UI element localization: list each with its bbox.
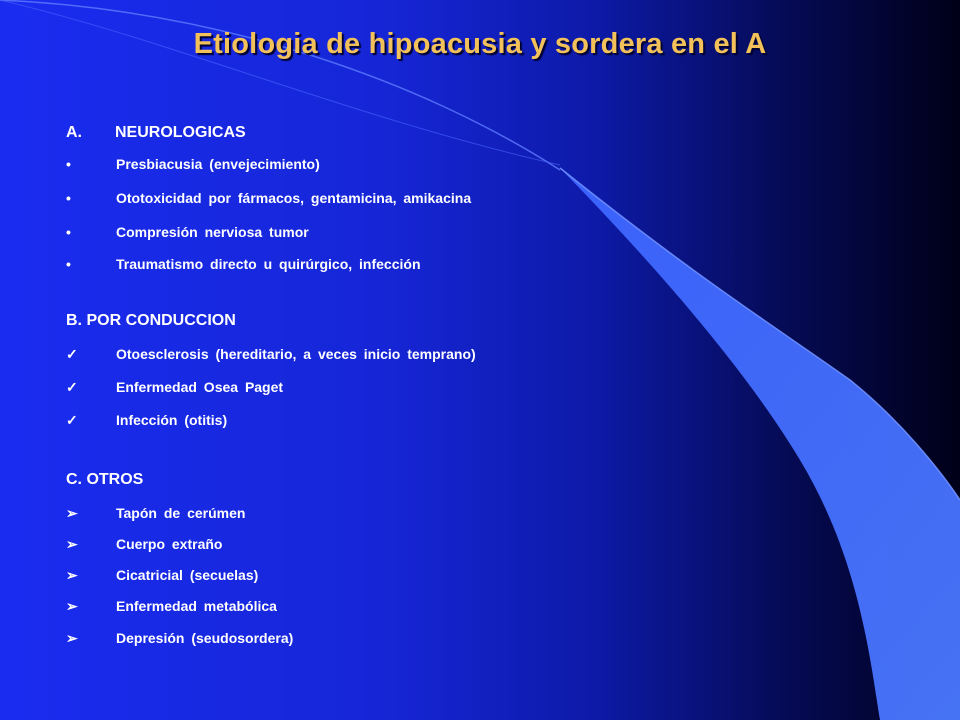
list-item-text: Depresión (seudosordera) <box>116 630 294 646</box>
list-item-text: Compresión nerviosa tumor <box>116 224 309 240</box>
section-heading-label: NEUROLOGICAS <box>115 124 246 141</box>
section-por-conduccion <box>66 311 766 441</box>
section-heading: B. POR CONDUCCION <box>66 312 236 329</box>
list-item-text: Infección (otitis) <box>116 412 228 428</box>
section-number: A. <box>66 124 82 141</box>
check-icon: ✓ <box>66 379 78 395</box>
section-otros <box>66 470 766 659</box>
slide-title: Etiologia de hipoacusia y sordera en el A <box>193 28 767 60</box>
section-neurologicas <box>66 123 766 285</box>
list-item-text: Presbiacusia (envejecimiento) <box>116 156 320 172</box>
check-icon: ✓ <box>66 346 78 362</box>
list-item <box>66 188 766 222</box>
arrow-bullet-icon: ➢ <box>66 505 78 521</box>
list-item-text: Tapón de cerúmen <box>116 505 246 521</box>
arrow-bullet-icon: ➢ <box>66 536 78 552</box>
list-item <box>66 503 766 534</box>
list-item <box>66 377 766 410</box>
list-item <box>66 222 766 254</box>
section-heading <box>66 123 766 143</box>
bullet-icon: • <box>66 224 71 240</box>
list-item-text: Cuerpo extraño <box>116 536 223 552</box>
arrow-bullet-icon: ➢ <box>66 598 78 614</box>
list-item-text: Otoesclerosis (hereditario, a veces inicio temprano) <box>116 346 476 362</box>
list-item-text: Traumatismo directo u quirúrgico, infección <box>116 256 421 272</box>
list-item-text: Enfermedad metabólica <box>116 598 277 614</box>
bullet-icon: • <box>66 190 71 206</box>
list-item <box>66 410 766 441</box>
list-item <box>66 534 766 565</box>
list-item <box>66 565 766 596</box>
list-item <box>66 344 766 377</box>
list-item <box>66 254 766 285</box>
list-item <box>66 628 766 659</box>
list-item <box>66 596 766 628</box>
bullet-icon: • <box>66 256 71 272</box>
arrow-bullet-icon: ➢ <box>66 567 78 583</box>
arrow-bullet-icon: ➢ <box>66 630 78 646</box>
check-icon: ✓ <box>66 412 78 428</box>
list-item <box>66 154 766 188</box>
section-heading: C. OTROS <box>66 471 144 488</box>
bullet-icon: • <box>66 156 71 172</box>
list-item-text: Cicatricial (secuelas) <box>116 567 259 583</box>
list-item-text: Ototoxicidad por fármacos, gentamicina, amikacina <box>116 190 472 206</box>
list-item-text: Enfermedad Osea Paget <box>116 379 284 395</box>
